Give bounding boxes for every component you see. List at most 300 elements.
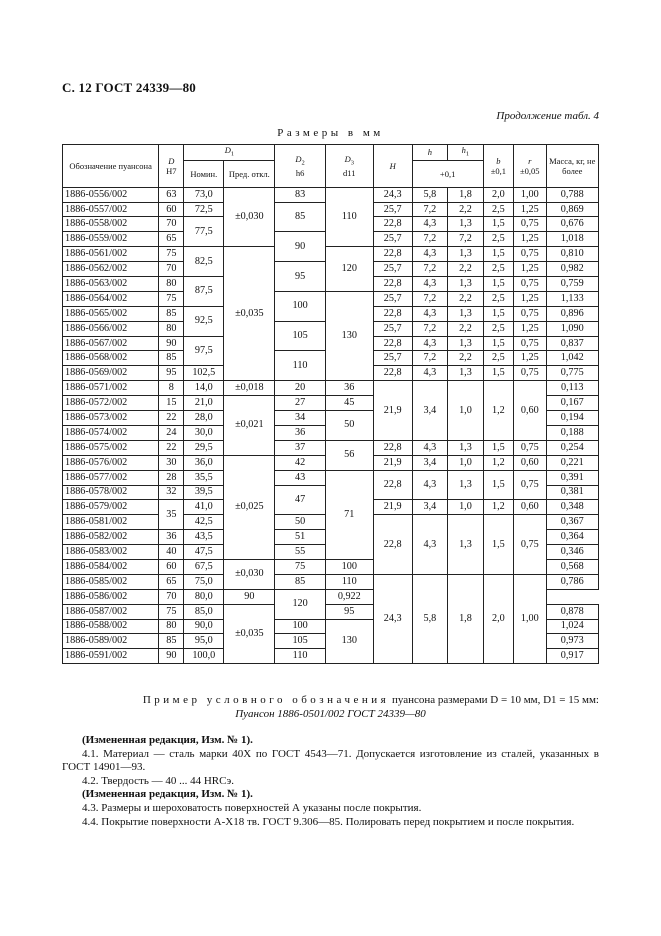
table-cell: 1,3 [448, 470, 484, 500]
note-material: 4.1. Материал — сталь марки 40Х по ГОСТ 4543—71. Допускается изготовление из сталей, указанных в ГОСТ 14901—93. [62, 747, 599, 774]
table-cell: 4,3 [412, 336, 448, 351]
header-d3: $D_3$ d11 [325, 145, 373, 188]
designation-cell: 1886-0564/002 [63, 291, 159, 306]
designation-cell: 1886-0575/002 [63, 440, 159, 455]
table-cell: 2,5 [483, 291, 513, 306]
table-cell: 100,0 [184, 649, 224, 664]
table-cell: 25,7 [373, 262, 412, 277]
table-cell: 42,5 [184, 515, 224, 530]
table-cell: 1,5 [483, 336, 513, 351]
table-cell: 63 [159, 187, 184, 202]
designation-cell: 1886-0571/002 [63, 381, 159, 396]
table-cell: 36,0 [184, 455, 224, 470]
table-cell: 1,5 [483, 306, 513, 321]
designation-cell: 1886-0576/002 [63, 455, 159, 470]
header-d1: $D_1$ [184, 145, 275, 161]
table-cell: 3,4 [412, 381, 448, 441]
table-cell: 1,5 [483, 277, 513, 292]
table-row [63, 470, 599, 485]
table-cell: 28,0 [184, 411, 224, 426]
table-cell: 1,25 [514, 232, 546, 247]
table-cell: 55 [275, 545, 325, 560]
table-cell: 0,367 [546, 515, 599, 530]
table-cell: 100 [275, 619, 325, 634]
table-cell: 2,5 [483, 351, 513, 366]
table-cell: 4,3 [412, 277, 448, 292]
table-cell: ±0,035 [224, 604, 275, 664]
notes-section [62, 734, 599, 829]
table-cell: 1,25 [514, 202, 546, 217]
table-cell: 75 [159, 604, 184, 619]
designation-cell: 1886-0569/002 [63, 366, 159, 381]
table-cell: 50 [275, 515, 325, 530]
table-cell: 22,8 [373, 217, 412, 232]
table-cell: 80 [159, 619, 184, 634]
table-cell: 24,3 [373, 574, 412, 663]
table-cell: 130 [325, 619, 373, 664]
designation-example [62, 694, 599, 721]
table-cell: 1,0 [448, 381, 484, 441]
table-cell: 0,896 [546, 306, 599, 321]
table-cell: 50 [325, 411, 373, 441]
designation-cell: 1886-0582/002 [63, 530, 159, 545]
table-cell: 4,3 [412, 470, 448, 500]
table-cell: 0,786 [546, 574, 599, 589]
table-cell: 0,869 [546, 202, 599, 217]
table-cell: 22,8 [373, 306, 412, 321]
header-mass: Масса, кг, не более [546, 145, 599, 188]
table-cell: 0,676 [546, 217, 599, 232]
table-cell: 100 [325, 559, 373, 574]
header-h: h [412, 145, 448, 161]
table-cell: 100 [275, 291, 325, 321]
table-cell: 0,568 [546, 559, 599, 574]
table-cell: 85 [275, 202, 325, 232]
table-cell: 22,8 [373, 470, 412, 500]
table-cell: 2,2 [448, 291, 484, 306]
table-cell: 85 [159, 634, 184, 649]
table-cell: 25,7 [373, 351, 412, 366]
header-d: D H7 [159, 145, 184, 188]
designation-cell: 1886-0573/002 [63, 411, 159, 426]
table-cell: 75 [159, 291, 184, 306]
table-cell: 0,167 [546, 396, 599, 411]
table-cell: 1,00 [514, 187, 546, 202]
table-cell: 22,8 [373, 247, 412, 262]
table-cell: 0,788 [546, 187, 599, 202]
table-cell: 0,254 [546, 440, 599, 455]
table-cell: 95 [275, 262, 325, 292]
table-cell: 2,2 [448, 321, 484, 336]
table-cell: 24 [159, 425, 184, 440]
table-cell: 42 [275, 455, 325, 470]
table-cell: 56 [325, 440, 373, 470]
table-cell: 70 [159, 217, 184, 232]
table-cell: 0,381 [546, 485, 599, 500]
table-cell: 0,922 [325, 589, 373, 604]
table-cell: 1,5 [483, 470, 513, 500]
table-cell: 1,3 [448, 306, 484, 321]
table-cell: 3,4 [412, 500, 448, 515]
table-cell: 24,3 [373, 187, 412, 202]
table-cell: 7,2 [412, 232, 448, 247]
table-row [63, 440, 599, 455]
table-cell: 22,8 [373, 440, 412, 455]
designation-cell: 1886-0572/002 [63, 396, 159, 411]
table-cell: 90 [275, 232, 325, 262]
table-cell: 67,5 [184, 559, 224, 574]
designation-cell: 1886-0578/002 [63, 485, 159, 500]
table-cell: 1,018 [546, 232, 599, 247]
table-cell: 2,5 [483, 232, 513, 247]
table-cell: 0,60 [514, 381, 546, 441]
table-cell: 36 [275, 425, 325, 440]
table-cell: 90 [224, 589, 275, 604]
table-cell: 85 [275, 574, 325, 589]
table-row [63, 291, 599, 306]
table-cell: 0,75 [514, 217, 546, 232]
table-cell: 0,391 [546, 470, 599, 485]
table-cell: 1,042 [546, 351, 599, 366]
table-cell: 0,810 [546, 247, 599, 262]
header-h-total: H [373, 145, 412, 188]
table-cell: 1,2 [483, 455, 513, 470]
designation-cell: 1886-0558/002 [63, 217, 159, 232]
table-cell: 0,75 [514, 247, 546, 262]
table-cell: 0,188 [546, 425, 599, 440]
table-cell: 1,2 [483, 381, 513, 441]
designation-cell: 1886-0561/002 [63, 247, 159, 262]
table-cell: 1,8 [448, 574, 484, 663]
table-cell: 2,5 [483, 202, 513, 217]
table-cell: 35 [159, 500, 184, 530]
table-cell: 1,2 [483, 500, 513, 515]
table-cell: 82,5 [184, 247, 224, 277]
table-cell: 92,5 [184, 306, 224, 336]
table-cell: 95 [159, 366, 184, 381]
table-cell: 0,75 [514, 366, 546, 381]
designation-cell: 1886-0563/002 [63, 277, 159, 292]
table-cell: 7,2 [412, 351, 448, 366]
table-cell: 25,7 [373, 291, 412, 306]
table-cell: 22,8 [373, 336, 412, 351]
designation-cell: 1886-0577/002 [63, 470, 159, 485]
table-cell: 0,837 [546, 336, 599, 351]
table-cell: 4,3 [412, 515, 448, 575]
table-cell: 87,5 [184, 277, 224, 307]
table-cell: 60 [159, 559, 184, 574]
table-cell: 0,221 [546, 455, 599, 470]
table-cell: 85 [159, 351, 184, 366]
table-cell: 1,024 [546, 619, 599, 634]
table-cell: 83 [275, 187, 325, 202]
table-cell: 1,25 [514, 351, 546, 366]
table-cell: ±0,035 [224, 247, 275, 381]
table-cell: 2,2 [448, 202, 484, 217]
table-cell: 90 [159, 649, 184, 664]
table-cell: 0,75 [514, 440, 546, 455]
table-cell: 2,0 [483, 187, 513, 202]
table-cell: 110 [325, 187, 373, 247]
table-cell: 1,3 [448, 247, 484, 262]
table-cell: 22,8 [373, 277, 412, 292]
table-cell: 0,75 [514, 306, 546, 321]
table-cell: 4,3 [412, 217, 448, 232]
table-cell: 47 [275, 485, 325, 515]
table-cell: 22,8 [373, 366, 412, 381]
table-cell: 110 [325, 574, 373, 589]
designation-cell: 1886-0581/002 [63, 515, 159, 530]
table-cell: 20 [275, 381, 325, 396]
table-cell: 36 [325, 381, 373, 396]
table-cell: 2,0 [483, 574, 513, 663]
table-cell: 1,25 [514, 262, 546, 277]
table-cell: 43,5 [184, 530, 224, 545]
table-cell: 1,090 [546, 321, 599, 336]
header-h-tolerance: +0,1 [412, 160, 483, 187]
table-cell: 1,5 [483, 440, 513, 455]
table-cell: 15 [159, 396, 184, 411]
table-cell: 72,5 [184, 202, 224, 217]
table-cell: 47,5 [184, 545, 224, 560]
table-cell: 29,5 [184, 440, 224, 455]
table-cell: 8 [159, 381, 184, 396]
designation-cell: 1886-0586/002 [63, 589, 159, 604]
table-cell: 0,917 [546, 649, 599, 664]
table-cell: 130 [325, 291, 373, 380]
table-cell: 4,3 [412, 366, 448, 381]
designation-cell: 1886-0587/002 [63, 604, 159, 619]
table-cell: 0,775 [546, 366, 599, 381]
table-cell: 120 [275, 589, 325, 619]
table-cell: 25,7 [373, 321, 412, 336]
table-cell: 5,8 [412, 187, 448, 202]
table-cell: 3,4 [412, 455, 448, 470]
table-cell: 7,2 [448, 232, 484, 247]
table-cell: 70 [159, 589, 184, 604]
note-coating: 4.4. Покрытие поверхности А-Х18 тв. ГОСТ 9.306—85. Полировать перед покрытием и после покрытия. [82, 815, 575, 828]
table-cell: 1,3 [448, 515, 484, 575]
table-cell: 1,5 [483, 515, 513, 575]
table-cell: 0,75 [514, 515, 546, 575]
header-d1-deviation: Пред. откл. [224, 160, 275, 187]
header-d1-nominal: Номин. [184, 160, 224, 187]
table-cell: ±0,030 [224, 559, 275, 589]
table-cell: 77,5 [184, 217, 224, 247]
table-cell: 97,5 [184, 336, 224, 366]
table-cell: 1,25 [514, 291, 546, 306]
table-cell: 2,2 [448, 351, 484, 366]
table-cell: 120 [325, 247, 373, 292]
table-cell: 4,3 [412, 306, 448, 321]
table-cell: 102,5 [184, 366, 224, 381]
table-cell: 1,5 [483, 217, 513, 232]
table-cell: 0,75 [514, 336, 546, 351]
table-cell: ±0,025 [224, 455, 275, 559]
table-cell: 75,0 [184, 574, 224, 589]
designation-cell: 1886-0589/002 [63, 634, 159, 649]
table-cell: 7,2 [412, 262, 448, 277]
table-cell: 110 [275, 351, 325, 381]
header-r: r ±0,05 [514, 145, 546, 188]
table-cell: 0,346 [546, 545, 599, 560]
table-cell: ±0,021 [224, 396, 275, 456]
designation-cell: 1886-0585/002 [63, 574, 159, 589]
designation-cell: 1886-0568/002 [63, 351, 159, 366]
example-spaced-label: Пример условного обозначения [142, 694, 390, 706]
table-cell: 0,973 [546, 634, 599, 649]
table-cell: 27 [275, 396, 325, 411]
header-h1: $h_1$ [448, 145, 484, 161]
table-cell: 7,2 [412, 321, 448, 336]
table-cell: 1,133 [546, 291, 599, 306]
table-cell: 90 [159, 336, 184, 351]
table-cell: 0,75 [514, 470, 546, 500]
table-cell: 1,5 [483, 247, 513, 262]
table-cell: 21,9 [373, 455, 412, 470]
note-hardness: 4.2. Твердость — 40 ... 44 HRCэ. [82, 774, 234, 787]
table-row [63, 381, 599, 396]
designation-cell: 1886-0562/002 [63, 262, 159, 277]
table-cell: 0,60 [514, 500, 546, 515]
table-cell: 105 [275, 321, 325, 351]
table-cell: 0,113 [546, 381, 599, 396]
table-cell: 35,5 [184, 470, 224, 485]
table-cell: 41,0 [184, 500, 224, 515]
table-cell: 65 [159, 574, 184, 589]
table-cell: 0,60 [514, 455, 546, 470]
page-header: С. 12 ГОСТ 24339—80 [62, 80, 196, 95]
amendment-note: (Измененная редакция, Изм. № 1). [82, 788, 253, 801]
designation-cell: 1886-0588/002 [63, 619, 159, 634]
table-cell: 70 [159, 262, 184, 277]
table-cell: 36 [159, 530, 184, 545]
table-cell: ±0,018 [224, 381, 275, 396]
table-continuation-label: Продолжение табл. 4 [496, 110, 599, 122]
table-cell: 1,8 [448, 187, 484, 202]
table-cell: 32 [159, 485, 184, 500]
table-cell: 22 [159, 440, 184, 455]
table-cell: 1,5 [483, 366, 513, 381]
table-cell: 80 [159, 321, 184, 336]
table-cell: 1,3 [448, 217, 484, 232]
header-d2: $D_2$ h6 [275, 145, 325, 188]
table-cell: 22,8 [373, 515, 412, 575]
table-cell: 7,2 [412, 291, 448, 306]
table-cell: 1,3 [448, 336, 484, 351]
designation-cell: 1886-0566/002 [63, 321, 159, 336]
table-cell: 14,0 [184, 381, 224, 396]
table-cell: 85 [159, 306, 184, 321]
table-cell: 37 [275, 440, 325, 455]
table-cell: 7,2 [412, 202, 448, 217]
table-cell: 85,0 [184, 604, 224, 619]
table-row [63, 247, 599, 262]
table-cell: 30 [159, 455, 184, 470]
table-row [63, 574, 599, 589]
example-line [62, 694, 599, 708]
table-cell: 25,7 [373, 232, 412, 247]
table-cell: 2,5 [483, 321, 513, 336]
table-cell: 25,7 [373, 202, 412, 217]
designation-cell: 1886-0574/002 [63, 425, 159, 440]
table-cell: 30,0 [184, 425, 224, 440]
amendment-note: (Измененная редакция, Изм. № 1). [82, 734, 253, 746]
designation-cell: 1886-0591/002 [63, 649, 159, 664]
table-cell: 4,3 [412, 440, 448, 455]
table-cell: 75 [275, 559, 325, 574]
table-cell: 2,5 [483, 262, 513, 277]
table-cell: 60 [159, 202, 184, 217]
table-cell: 73,0 [184, 187, 224, 202]
example-text: пуансона размерами D = 10 мм, D1 = 15 мм: [389, 694, 599, 706]
table-cell: 65 [159, 232, 184, 247]
header-designation: Обозначение пуансона [63, 145, 159, 188]
note-dimensions: 4.3. Размеры и шероховатость поверхностей А указаны после покрытия. [82, 801, 422, 814]
punch-dimensions-table [62, 144, 599, 664]
table-cell: 1,00 [514, 574, 546, 663]
table-cell: 0,194 [546, 411, 599, 426]
table-cell: ±0,030 [224, 187, 275, 247]
table-cell: 22 [159, 411, 184, 426]
table-cell: 75 [159, 247, 184, 262]
table-row [63, 187, 599, 202]
table-cell: 1,3 [448, 366, 484, 381]
units-caption: Размеры в мм [277, 127, 384, 139]
table-cell: 110 [275, 649, 325, 664]
table-cell: 21,0 [184, 396, 224, 411]
table-cell: 34 [275, 411, 325, 426]
example-designation: Пуансон 1886-0501/002 ГОСТ 24339—80 [235, 707, 426, 720]
table-cell: 71 [325, 470, 373, 559]
table-cell: 21,9 [373, 500, 412, 515]
designation-cell: 1886-0583/002 [63, 545, 159, 560]
table-cell: 51 [275, 530, 325, 545]
table-cell: 1,0 [448, 500, 484, 515]
table-cell: 80,0 [184, 589, 224, 604]
table-cell: 43 [275, 470, 325, 485]
table-cell: 1,25 [514, 321, 546, 336]
table-cell: 1,3 [448, 440, 484, 455]
header-b: b ±0,1 [483, 145, 513, 188]
table-cell: 4,3 [412, 247, 448, 262]
table-cell: 90,0 [184, 619, 224, 634]
table-cell: 80 [159, 277, 184, 292]
table-cell: 40 [159, 545, 184, 560]
table-cell: 1,0 [448, 455, 484, 470]
table-cell: 0,982 [546, 262, 599, 277]
table-cell: 21,9 [373, 381, 412, 441]
table-cell: 0,75 [514, 277, 546, 292]
designation-cell: 1886-0584/002 [63, 559, 159, 574]
table-cell: 0,878 [546, 604, 599, 619]
table-cell: 0,348 [546, 500, 599, 515]
table-cell: 95 [325, 604, 373, 619]
designation-cell: 1886-0557/002 [63, 202, 159, 217]
table-cell: 5,8 [412, 574, 448, 663]
designation-cell: 1886-0579/002 [63, 500, 159, 515]
table-cell: 105 [275, 634, 325, 649]
table-cell: 0,759 [546, 277, 599, 292]
table-cell: 1,3 [448, 277, 484, 292]
table-cell: 95,0 [184, 634, 224, 649]
table-cell: 45 [325, 396, 373, 411]
designation-cell: 1886-0556/002 [63, 187, 159, 202]
designation-cell: 1886-0567/002 [63, 336, 159, 351]
table-cell: 28 [159, 470, 184, 485]
table-cell: 0,364 [546, 530, 599, 545]
table-cell: 2,2 [448, 262, 484, 277]
